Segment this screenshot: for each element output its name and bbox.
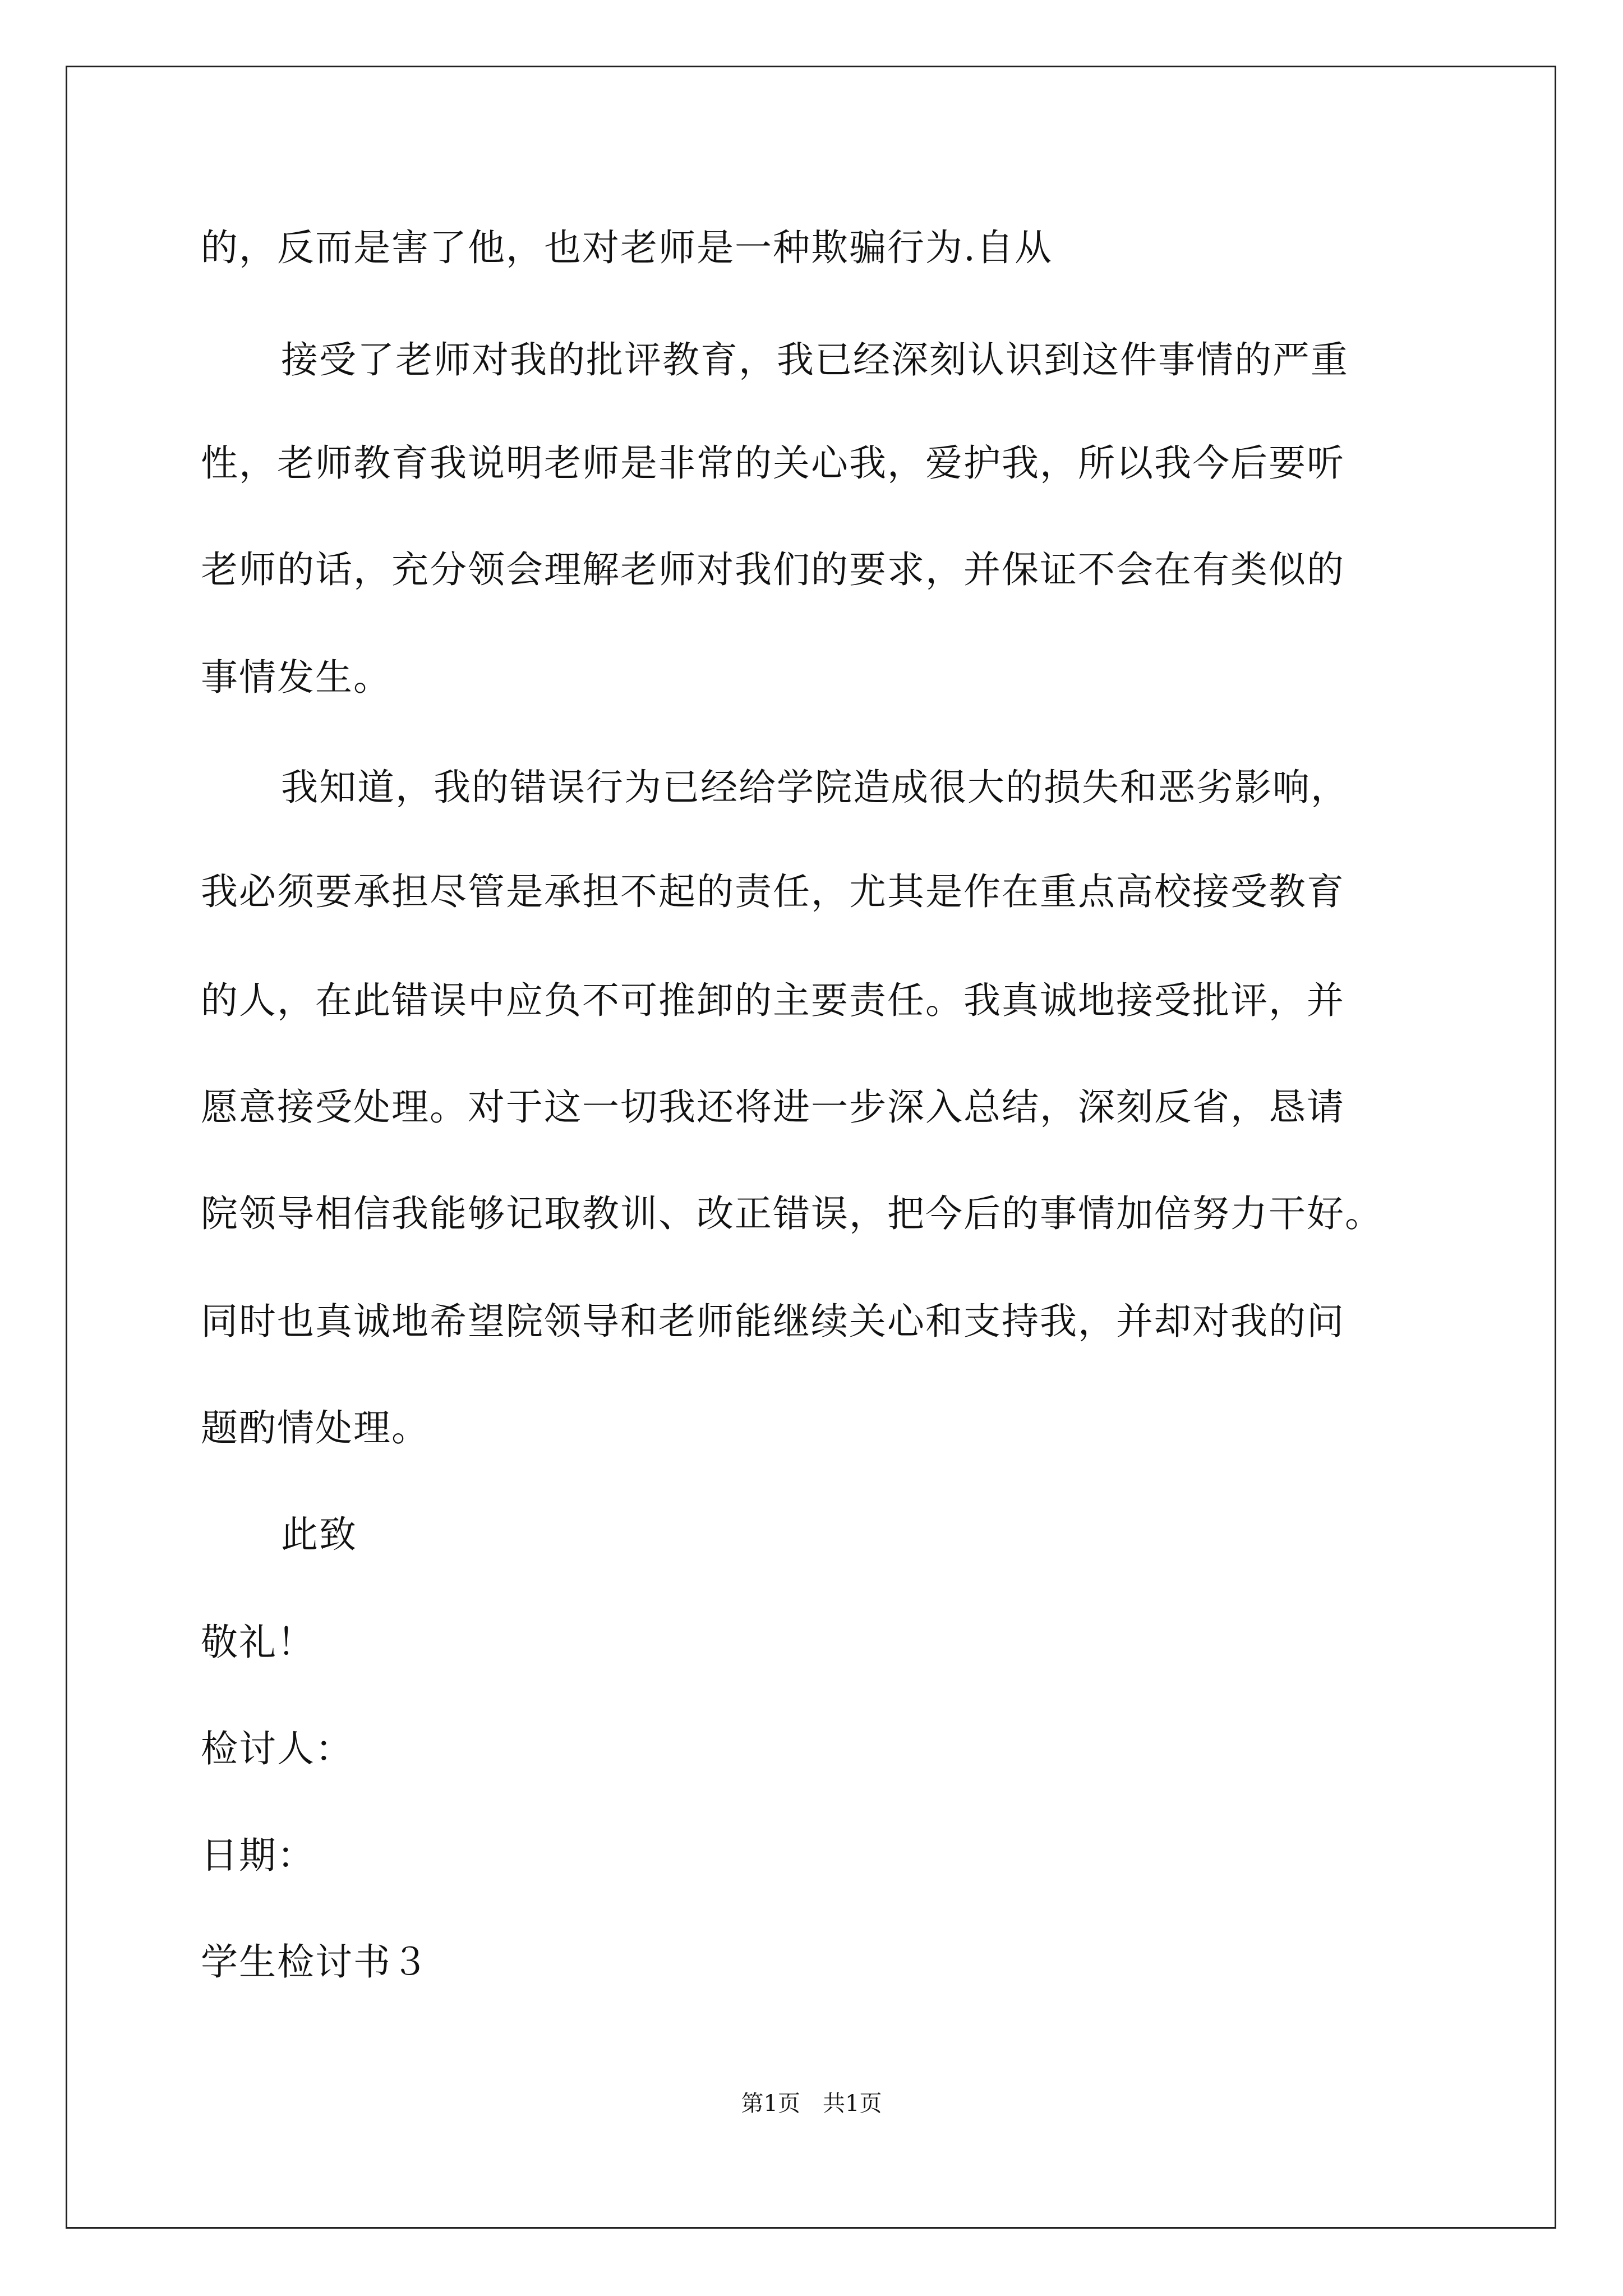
date-label: 日期： (201, 1834, 315, 1877)
text-line: 我知道，我的错误行为已经给学院造成很大的损失和恶劣影响， (281, 766, 1349, 809)
text-line: 我必须要承担尽管是承担不起的责任，尤其是作在重点高校接受教育 (201, 870, 1345, 913)
text-line: 同时也真诚地希望院领导和老师能继续关心和支持我，并却对我的问 (201, 1300, 1345, 1343)
text-line: 老师的话，充分领会理解老师对我们的要求，并保证不会在有类似的 (201, 548, 1345, 591)
text-line: 接受了老师对我的批评教育，我已经深刻认识到这件事情的严重 (281, 338, 1349, 381)
closing-salutation: 此致 (281, 1513, 357, 1556)
page-border (66, 66, 1556, 2229)
section-heading: 学生检讨书３ (201, 1940, 430, 1984)
text-line: 院领导相信我能够记取教训、改正错误，把今后的事情加倍努力干好。 (201, 1192, 1383, 1235)
closing-regards: 敬礼！ (201, 1621, 315, 1664)
text-line: 的，反而是害了他，也对老师是一种欺骗行为.自从 (201, 226, 1053, 269)
text-line: 的人，在此错误中应负不可推卸的主要责任。我真诚地接受批评，并 (201, 979, 1345, 1022)
text-line: 愿意接受处理。对于这一切我还将进一步深入总结，深刻反省，恳请 (201, 1085, 1345, 1129)
text-line: 事情发生。 (201, 656, 391, 699)
page-number-footer: 第1页 共1页 (741, 2091, 882, 2116)
signatory-label: 检讨人： (201, 1727, 353, 1770)
text-line: 性，老师教育我说明老师是非常的关心我，爱护我，所以我今后要听 (201, 441, 1345, 485)
text-line: 题酌情处理。 (201, 1406, 430, 1450)
